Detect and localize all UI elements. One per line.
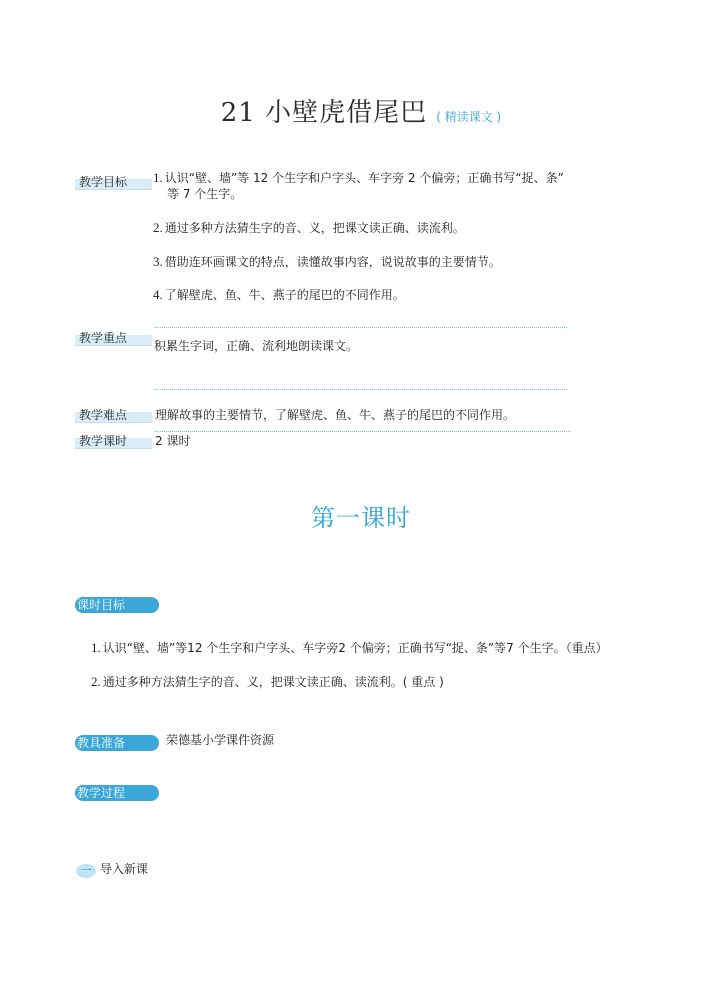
difficulties-label: 教学难点	[75, 409, 152, 423]
title-main: 21 小壁虎借尾巴	[220, 98, 428, 128]
materials-text: 荣德基小学课件资源	[166, 733, 275, 747]
materials-label: 教具准备	[75, 735, 159, 751]
objective-item-2	[153, 220, 613, 236]
title-subtitle: ( 精读课文 )	[436, 110, 502, 124]
objective-num: 1.	[153, 170, 163, 185]
objective-text-cont: 等 7 个生字。	[167, 187, 243, 201]
objective-num: 2.	[153, 220, 163, 235]
lesson-goals-label: 课时目标	[75, 597, 159, 613]
objective-item-4	[153, 287, 613, 303]
divider	[155, 389, 567, 390]
divider	[155, 327, 567, 328]
divider	[155, 431, 571, 432]
lesson-goal-num: 1.	[91, 640, 101, 655]
difficulties-text: 理解故事的主要情节，了解壁虎、鱼、牛、燕子的尾巴的不同作用。	[155, 408, 516, 422]
objective-num: 4.	[153, 287, 163, 302]
objective-item-1	[153, 170, 613, 202]
periods-label: 教学课时	[75, 435, 152, 449]
process-label: 教学过程	[75, 785, 159, 801]
objective-text: 了解壁虎、鱼、牛、燕子的尾巴的不同作用。	[164, 288, 405, 302]
step-title: 导入新课	[100, 862, 149, 876]
key-points-label: 教学重点	[75, 332, 152, 346]
objective-text: 借助连环画课文的特点，读懂故事内容，说说故事的主要情节。	[164, 255, 501, 269]
lesson-goal-item-2	[91, 673, 444, 690]
section-title: 第一课时	[311, 504, 411, 532]
lesson-goal-num: 2.	[91, 674, 101, 689]
periods-text: 2 课时	[155, 434, 191, 448]
objective-text: 认识“壁、墙”等 12 个生字和户字头、车字旁 2 个偏旁；正确书写“捉、条”	[164, 171, 564, 185]
objectives-label: 教学目标	[75, 176, 152, 190]
objective-num: 3.	[153, 254, 163, 269]
lesson-goal-item-1	[91, 639, 608, 656]
key-points-text: 积累生字词，正确、流利地朗读课文。	[154, 339, 359, 353]
objective-item-3	[153, 254, 613, 270]
lesson-goal-text: 认识“壁、墙”等12 个生字和户字头、车字旁2 个偏旁；正确书写“捉、条”等7 个生字。（重点）	[102, 641, 608, 655]
step-number-badge: 一	[76, 864, 96, 878]
objective-text: 通过多种方法猜生字的音、义，把课文读正确、读流利。	[164, 221, 465, 235]
lesson-title	[0, 92, 722, 129]
lesson-goal-text: 通过多种方法猜生字的音、义，把课文读正确、读流利。( 重点 )	[102, 675, 444, 689]
